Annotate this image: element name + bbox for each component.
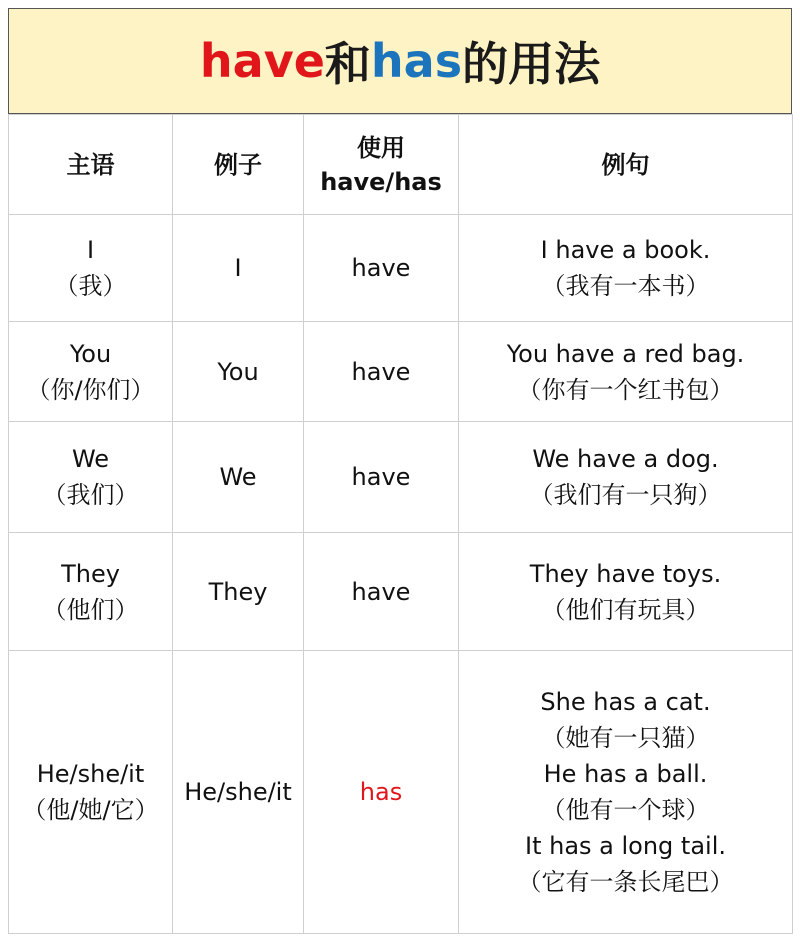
sentence-cn: （他有一个球） — [541, 796, 710, 824]
sentence-cn: （我们有一只狗） — [529, 481, 722, 509]
header-example: 例子 — [173, 115, 304, 215]
table-row — [9, 422, 793, 533]
table-row — [9, 651, 793, 934]
subject-cell — [9, 215, 173, 322]
verb-cell: have — [304, 533, 459, 651]
sentence-en: They have toys. — [529, 559, 722, 588]
sentence-en: He has a ball. — [543, 760, 708, 788]
sentence-cell — [459, 322, 793, 422]
sentence-cell — [459, 533, 793, 651]
table-row — [9, 533, 793, 651]
example-cell: We — [173, 422, 304, 533]
sentence-en: You have a red bag. — [506, 339, 745, 368]
subject-cell — [9, 651, 173, 934]
sentence-cn: （他们有玩具） — [541, 595, 710, 624]
header-subject: 主语 — [9, 115, 173, 215]
sentence-cell — [459, 651, 793, 934]
subject-cn: （他/她/它） — [22, 796, 159, 824]
subject-cell — [9, 322, 173, 422]
sentence-en: It has a long tail. — [524, 832, 726, 860]
example-cell: He/she/it — [173, 651, 304, 934]
verb-cell: have — [304, 215, 459, 322]
title-banner — [8, 8, 792, 114]
subject-en: You — [69, 339, 112, 368]
example-cell: I — [173, 215, 304, 322]
table-header-row — [9, 115, 793, 215]
sentence-cn: （她有一只猫） — [541, 724, 710, 752]
subject-en: He/she/it — [36, 760, 145, 788]
verb-cell-has: has — [304, 651, 459, 934]
subject-cn: （你/你们） — [26, 375, 155, 404]
subject-cell — [9, 422, 173, 533]
usage-table — [8, 114, 793, 934]
verb-cell: have — [304, 422, 459, 533]
example-cell: They — [173, 533, 304, 651]
subject-en: I — [86, 236, 95, 264]
header-usage-line1: 使用 — [357, 133, 405, 162]
sentence-cell — [459, 215, 793, 322]
header-sentence: 例句 — [459, 115, 793, 215]
header-usage-line2: have/has — [320, 167, 442, 196]
subject-en: We — [71, 445, 110, 473]
sentence-en: We have a dog. — [532, 445, 719, 473]
title-has: has — [370, 34, 463, 88]
subject-en: They — [61, 559, 120, 588]
subject-cell — [9, 533, 173, 651]
title-suffix: 的用法 — [462, 37, 601, 91]
header-usage — [304, 115, 459, 215]
sentence-cn: （我有一本书） — [541, 272, 710, 300]
sentence-cell — [459, 422, 793, 533]
example-cell: You — [173, 322, 304, 422]
sentence-cn: （它有一条长尾巴） — [517, 868, 734, 896]
verb-cell: have — [304, 322, 459, 422]
subject-cn: （他们） — [42, 595, 139, 624]
sentence-cn: （你有一个红书包） — [517, 375, 734, 404]
table-row — [9, 215, 793, 322]
subject-cn: （我） — [54, 272, 127, 300]
table-row — [9, 322, 793, 422]
subject-cn: （我们） — [42, 481, 139, 509]
sentence-en: I have a book. — [540, 236, 711, 264]
title-and: 和 — [324, 37, 371, 91]
title-have: have — [199, 34, 325, 88]
sentence-en: She has a cat. — [540, 688, 711, 716]
